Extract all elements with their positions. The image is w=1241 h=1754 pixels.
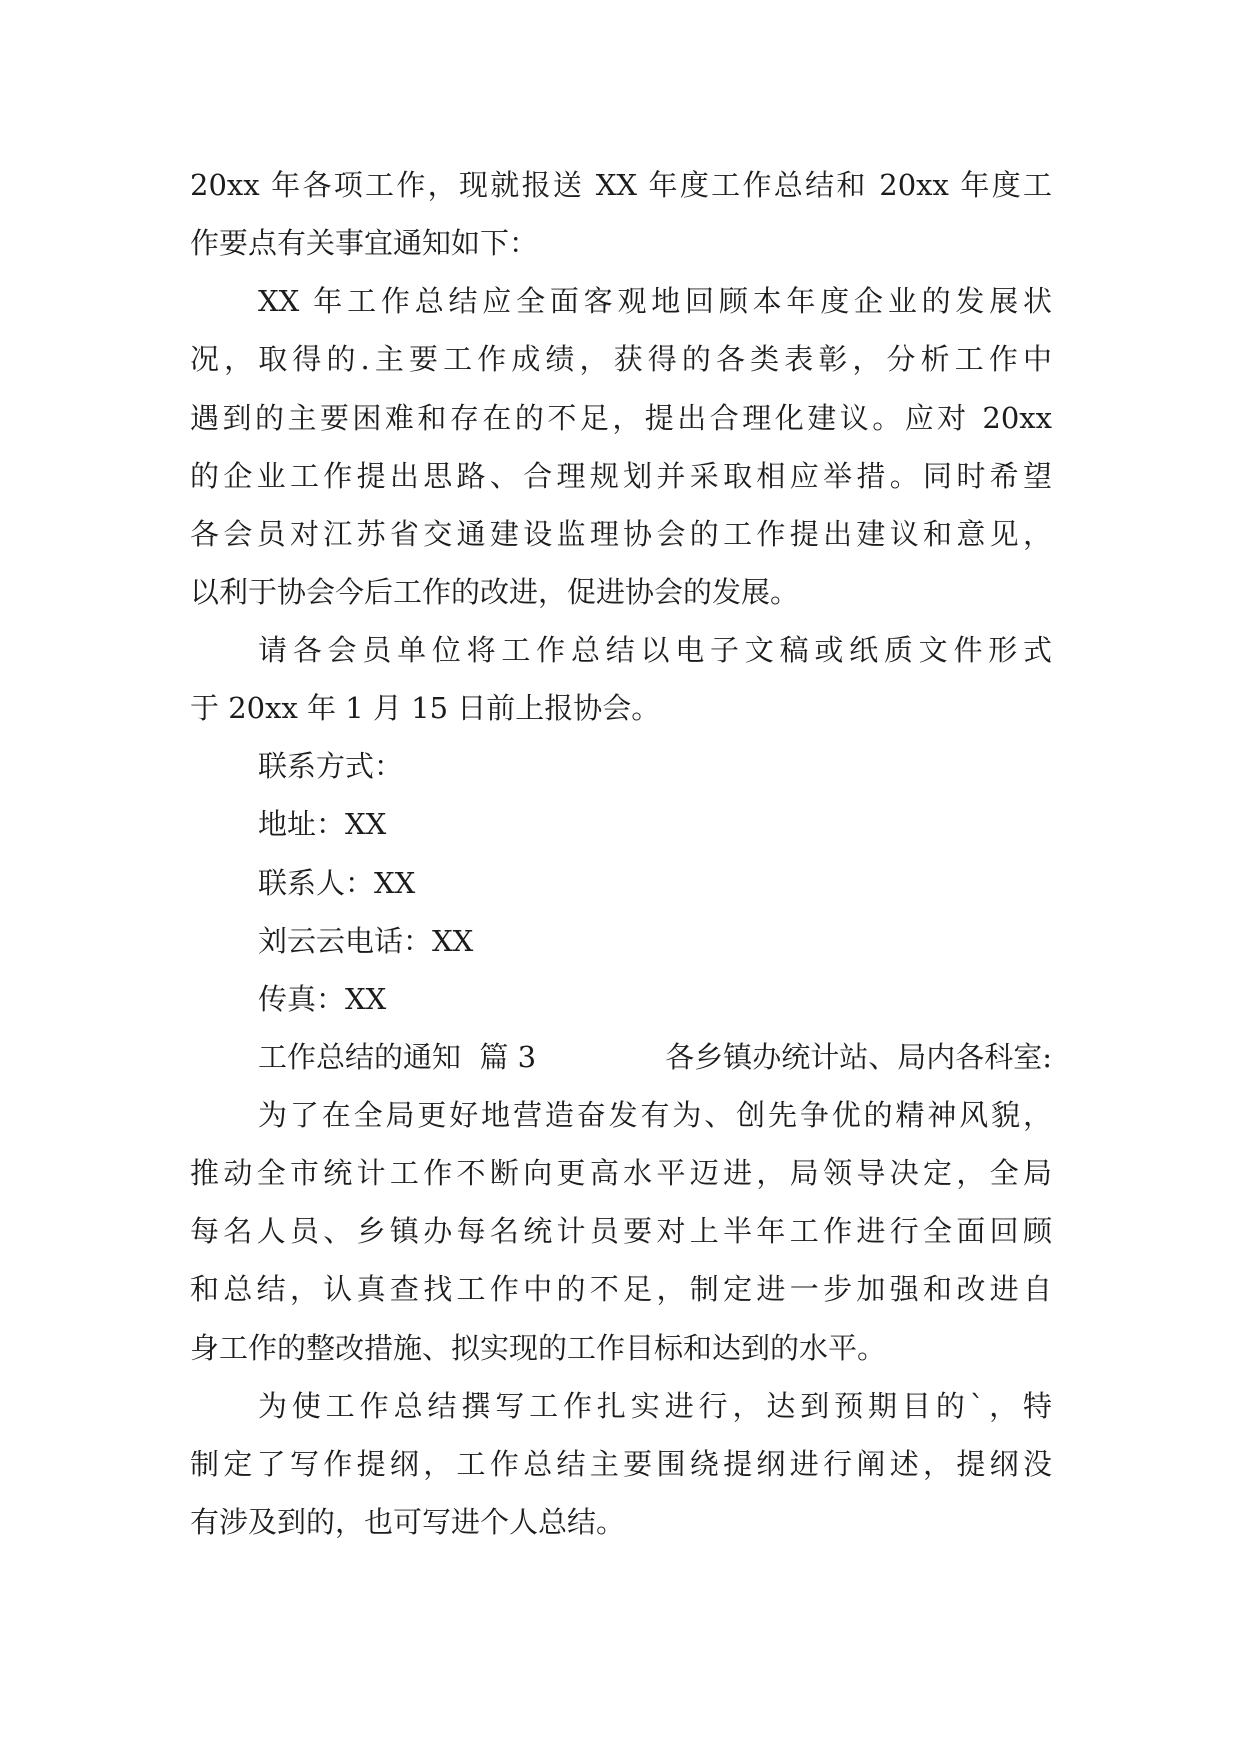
text-line: 和总结，认真查找工作中的不足，制定进一步加强和改进自 [190,1272,1052,1307]
notice-recipient: 各乡镇办统计站、局内各科室: [665,1039,1052,1074]
paragraph-summary-requirements [190,272,1052,621]
paragraph-submission-deadline [190,621,1052,737]
text-line: 作要点有关事宜通知如下： [190,226,539,261]
text-line: 于 20xx 年 1 月 15 日前上报协会。 [190,691,661,726]
text-line: 为了在全局更好地营造奋发有为、创先争优的精神风貌， [258,1098,1052,1132]
text-line: 以利于协会今后工作的改进，促进协会的发展。 [190,574,800,609]
notice-title: 工作总结的通知 篇 3 [258,1039,537,1074]
contact-address: 地址：XX [258,807,387,842]
contact-person: 联系人：XX [258,865,416,900]
text-line: 为使工作总结撰写工作扎实进行，达到预期目的`，特 [258,1388,1052,1423]
paragraph-notice-outline [190,1377,1052,1551]
text-line: 的企业工作提出思路、合理规划并采取相应举措。同时希望 [190,458,1052,493]
paragraph-intro [190,156,1052,272]
contact-block [190,737,1052,1028]
text-line: 20xx 年各项工作，现就报送 XX 年度工作总结和 20xx 年度工 [190,168,1052,202]
text-line: 各会员对江苏省交通建设监理协会的工作提出建议和意见， [190,516,1052,551]
text-line: 请各会员单位将工作总结以电子文稿或纸质文件形式 [258,633,1052,667]
contact-fax: 传真：XX [258,981,387,1016]
text-line: 每名人员、乡镇办每名统计员要对上半年工作进行全面回顾 [190,1214,1052,1249]
document-body [190,156,1052,1551]
text-line: XX 年工作总结应全面客观地回顾本年度企业的发展状 [258,284,1052,319]
contact-heading: 联系方式： [258,749,404,784]
text-line: 况，取得的.主要工作成绩，获得的各类表彰，分析工作中 [190,342,1052,377]
text-line: 制定了写作提纲，工作总结主要围绕提纲进行阐述，提纲没 [190,1446,1052,1481]
paragraph-notice-purpose [190,1086,1052,1377]
text-line: 推动全市统计工作不断向更高水平迈进，局领导决定，全局 [190,1156,1052,1191]
text-line: 遇到的主要困难和存在的不足，提出合理化建议。应对 20xx [190,400,1052,435]
notice-heading [190,1028,1052,1086]
text-line: 有涉及到的，也可写进个人总结。 [190,1504,626,1539]
contact-phone: 刘云云电话：XX [258,923,474,958]
text-line: 身工作的整改措施、拟实现的工作目标和达到的水平。 [190,1330,887,1365]
